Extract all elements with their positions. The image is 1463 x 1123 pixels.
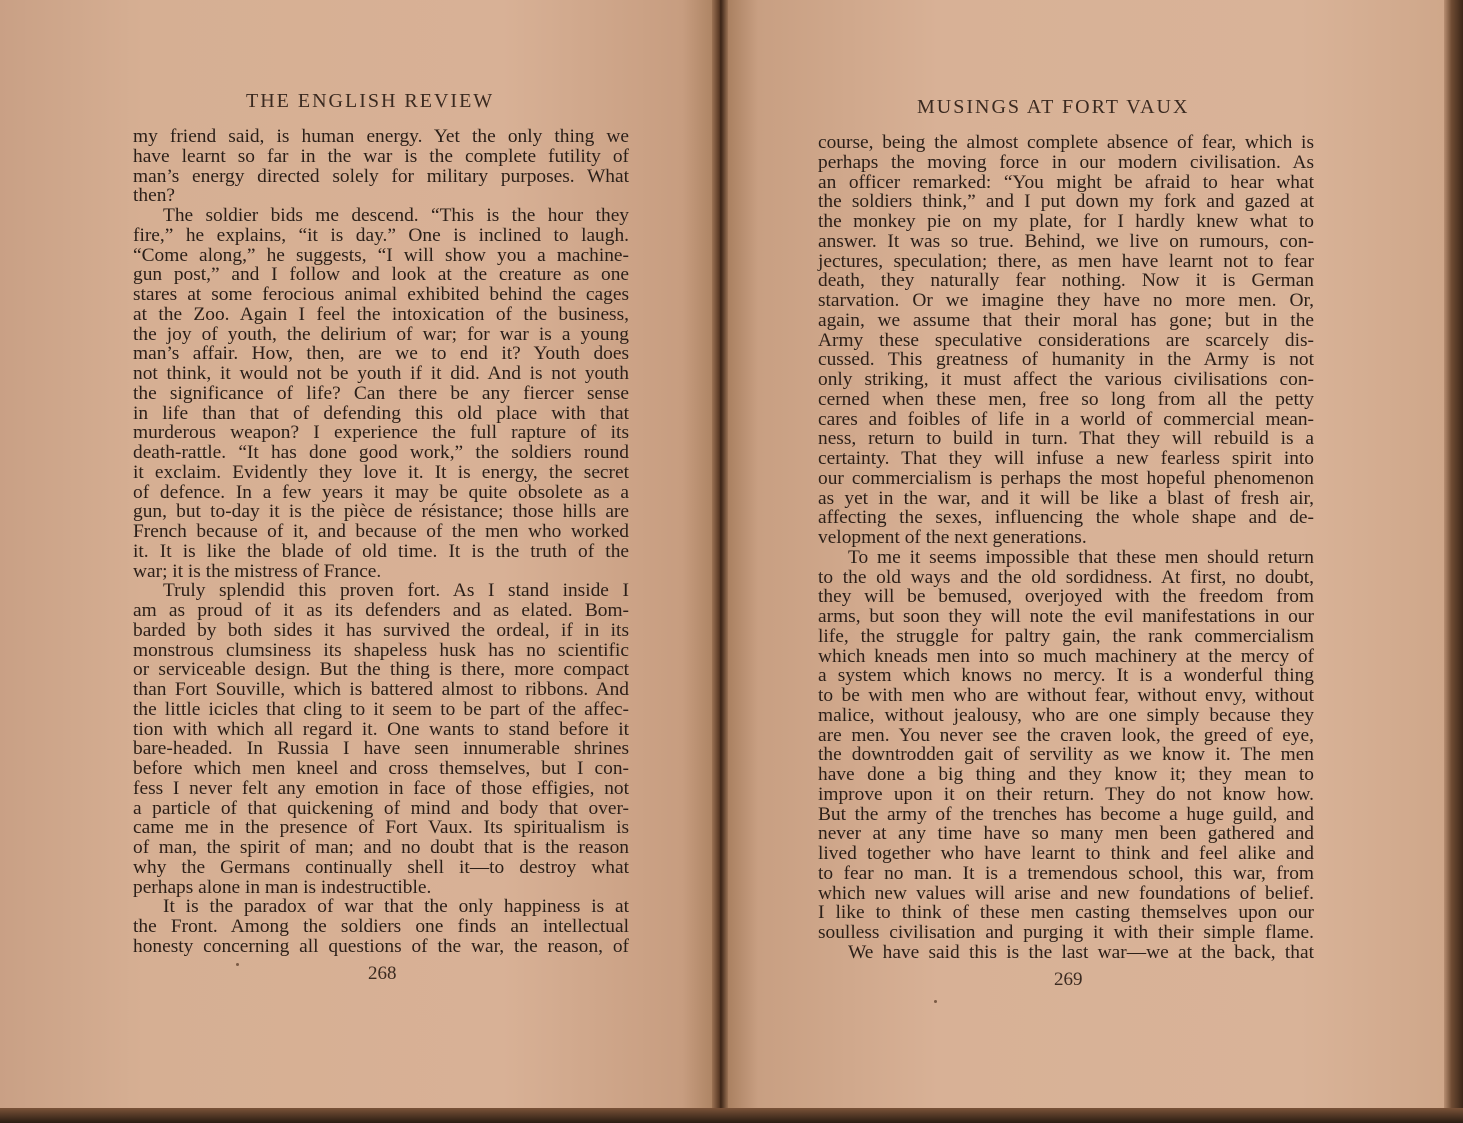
text-line: to be with men who are without fear, without envy, without [818,685,1314,706]
paper-fleck [934,1000,937,1003]
text-line: not think, it would not be youth if it did. And is not youth [133,363,629,384]
text-line: To me it seems impossible that these men should return [848,546,1314,568]
text-line: man’s energy directed solely for military purposes. What [133,165,629,187]
text-line: only striking, it must affect the various civilisations con- [818,369,1314,390]
running-head: MUSINGS AT FORT VAUX [917,96,1190,118]
text-line: French because of it, and because of the men who worked [133,521,629,542]
text-line: soulless civilisation and purging it with their simple flame. [818,922,1314,943]
text-line: perhaps alone in man is indestructible. [133,876,432,898]
text-line: a particle of that quickening of mind and body that over- [133,797,629,819]
text-line: affecting the sexes, influencing the whole shape and de- [818,507,1314,529]
text-line: they will be bemused, overjoyed with the freedom from [818,586,1314,608]
text-line: stares at some ferocious animal exhibited behind the cages [133,284,629,305]
text-line: a system which knows no mercy. It is a wonderful thing [818,665,1314,687]
text-line: bare-headed. In Russia I have seen innumerable shrines [133,738,629,760]
text-line: monstrous clumsiness its shapeless husk has no scientific [133,639,629,661]
right-page [722,0,1444,1110]
text-line: it exclaim. Evidently they love it. It is energy, the secret [133,461,629,483]
text-line: Army these speculative considerations are scarcely dis- [818,329,1314,351]
text-line: my friend said, is human energy. Yet the only thing we [133,126,629,147]
text-line: But the army of the trenches has become a huge guild, and [818,803,1314,825]
text-line: then? [133,185,175,207]
text-line: our commercialism is perhaps the most hopeful phenomenon [818,467,1314,489]
text-line: the significance of life? Can there be any fiercer sense [133,382,629,404]
text-line: the joy of youth, the delirium of war; for war is a young [133,323,629,345]
text-line: an officer remarked: “You might be afraid to hear what [818,171,1314,193]
page-number: 268 [368,963,397,984]
text-line: than Fort Souville, which is battered almost to ribbons. And [133,679,629,700]
text-line: of man, the spirit of man; and no doubt that is the reason [133,837,629,858]
text-line: jectures, speculation; there, as men have learnt not to fear [818,250,1314,272]
text-line: death, they naturally fear nothing. Now it is German [818,270,1314,292]
text-line: Truly splendid this proven fort. As I stand inside I [163,580,629,602]
book-bottom-edge [0,1108,1463,1123]
text-line: barded by both sides it has survived the ordeal, if in its [133,619,629,641]
text-line: cerned when these men, free so long from all the petty [818,388,1314,410]
text-line: the soldiers think,” and I put down my fork and gazed at [818,191,1314,213]
text-line: are men. You never see the craven look, the greed of eye, [818,724,1314,746]
text-line: the Front. Among the soldiers one finds an intellectual [133,916,629,937]
text-line: to the old ways and the old sordidness. At first, no doubt, [818,566,1314,588]
text-line: which new values will arise and new foundations of belief. [818,882,1314,904]
text-line: of defence. In a few years it may be quite obsolete as a [133,481,629,503]
text-line: again, we assume that their moral has gone; but in the [818,309,1314,331]
text-line: “Come along,” he suggests, “I will show you a machine- [133,244,629,266]
text-line: at the Zoo. Again I feel the intoxication of the business, [133,303,629,325]
text-line: have done a big thing and they know it; they mean to [818,764,1314,785]
text-line: which kneads men into so much machinery at the mercy of [818,645,1314,667]
text-line: it. It is like the blade of old time. It is the truth of the [133,540,629,562]
text-line: arms, but soon they will note the evil manifestations in our [818,606,1314,627]
paper-fleck [236,963,239,966]
text-line: came me in the presence of Fort Vaux. Its spiritualism is [133,817,629,839]
left-page [0,0,718,1110]
text-line: never at any time have so many men been gathered and [818,823,1314,845]
text-line: before which men kneel and cross themselves, but I con- [133,758,629,779]
text-line: or serviceable design. But the thing is there, more compact [133,659,629,681]
text-line: fess I never felt any emotion in face of those effigies, not [133,777,629,799]
text-line: why the Germans continually shell it—to destroy what [133,856,629,878]
text-line: the little icicles that cling to it seem to be part of the affec- [133,698,629,720]
text-line: course, being the almost complete absence of fear, which is [818,132,1314,153]
body-text [818,133,1314,963]
page-edges [1444,0,1463,1123]
text-line: honesty concerning all questions of the war, the reason, of [133,935,629,957]
text-line: gun, but to-day it is the pièce de résistance; those hills are [133,501,629,523]
text-line: lived together who have learnt to think and feel alike and [818,843,1314,864]
text-line: cussed. This greatness of humanity in the Army is not [818,349,1314,371]
text-line: man’s affair. How, then, are we to end it? Youth does [133,343,629,365]
text-line: fire,” he explains, “it is day.” One is inclined to laugh. [133,224,629,246]
text-line: life, the struggle for paltry gain, the rank commercialism [818,625,1314,647]
text-line: It is the paradox of war that the only happiness is at [163,896,629,918]
text-line: have learnt so far in the war is the complete futility of [133,145,629,167]
text-line: tion with which all regard it. One wants to stand before it [133,718,629,740]
text-line: malice, without jealousy, who are one simply because they [818,704,1314,726]
book-gutter [712,0,728,1123]
text-line: war; it is the mistress of France. [133,560,382,582]
body-text [133,127,629,957]
text-line: improve upon it on their return. They do not know how. [818,783,1314,805]
text-line: as yet in the war, and it will be like a blast of fresh air, [818,487,1314,509]
page-number: 269 [1054,969,1083,990]
text-line: death-rattle. “It has done good work,” the soldiers round [133,442,629,463]
text-line: the downtrodden gait of servility as we know it. The men [818,744,1314,766]
text-line: am as proud of it as its defenders and as elated. Bom- [133,600,629,621]
text-line: perhaps the moving force in our modern civilisation. As [818,151,1314,173]
text-line: starvation. Or we imagine they have no more men. Or, [818,290,1314,311]
text-line: The soldier bids me descend. “This is the hour they [163,205,629,226]
text-line: in life than that of defending this old place with that [133,402,629,424]
text-line: murderous weapon? I experience the full rapture of its [133,422,629,444]
text-line: the monkey pie on my plate, for I hardly knew what to [818,211,1314,232]
text-line: answer. It was so true. Behind, we live on rumours, con- [818,230,1314,252]
text-line: certainty. That they will infuse a new fearless spirit into [818,448,1314,469]
text-line: cares and foibles of life in a world of commercial mean- [818,408,1314,430]
text-line: I like to think of these men casting themselves upon our [818,902,1314,924]
text-line: gun post,” and I follow and look at the creature as one [133,264,629,286]
text-line: We have said this is the last war—we at the back, that [848,941,1314,963]
text-line: ness, return to build in turn. That they will rebuild is a [818,428,1314,450]
text-line: velopment of the next generations. [818,527,1087,548]
text-line: to fear no man. It is a tremendous school, this war, from [818,862,1314,884]
running-head: THE ENGLISH REVIEW [246,90,495,112]
